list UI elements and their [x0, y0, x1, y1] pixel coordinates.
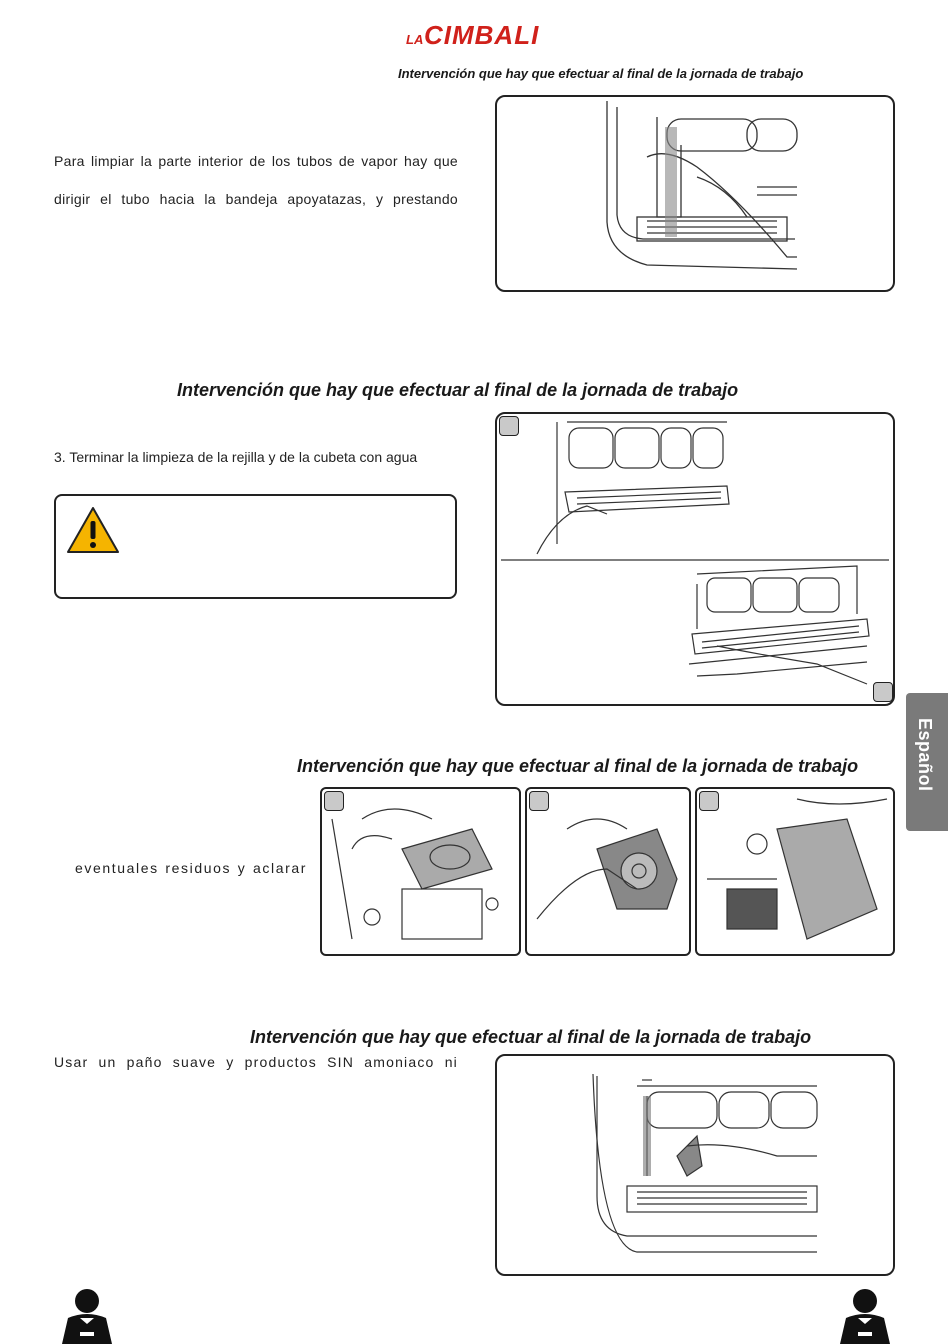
section2-title: Intervención que hay que efectuar al final de la jornada de trabajo — [177, 380, 739, 400]
language-tab — [906, 693, 948, 831]
page-subtitle: Intervención que hay que efectuar al final de la jornada de trabajo — [398, 66, 804, 81]
section2-step3: 3. Terminar la limpieza de la rejilla y de la cubeta con agua — [54, 449, 418, 465]
figure-tag-a — [499, 416, 519, 436]
water-rinse-illustration — [695, 787, 895, 956]
barista-icon-right — [836, 1288, 894, 1344]
barista-icon — [58, 1288, 116, 1344]
logo-prefix: LA — [406, 32, 424, 47]
section1-line2: dirigir el tubo hacia la bandeja apoyatazas, y prestando — [54, 191, 458, 207]
body-cleaning-illustration — [495, 1054, 895, 1276]
figure-tag-3 — [699, 791, 719, 811]
warning-box — [54, 494, 457, 599]
language-tab-label: Español — [915, 718, 935, 792]
filter-removal-illustration — [320, 787, 521, 956]
grid-cleaning-illustration — [495, 412, 895, 706]
section3-title: Intervención que hay que efectuar al final de la jornada de trabajo — [297, 756, 859, 776]
section4-text: Usar un paño suave y productos SIN amoniaco ni — [54, 1054, 458, 1070]
warning-icon — [66, 506, 120, 554]
figure-tag-2 — [529, 791, 549, 811]
figure-tag-b — [873, 682, 893, 702]
section1-line1: Para limpiar la parte interior de los tubos de vapor hay que — [54, 153, 458, 169]
section4-title: Intervención que hay que efectuar al final de la jornada de trabajo — [250, 1027, 812, 1047]
logo-brand: CIMBALI — [424, 20, 540, 50]
brand-logo — [404, 20, 549, 52]
steam-wand-illustration — [495, 95, 895, 292]
figure-tag-1 — [324, 791, 344, 811]
section3-text: eventuales residuos y aclarar — [75, 860, 307, 876]
filter-cleaning-illustration — [525, 787, 691, 956]
